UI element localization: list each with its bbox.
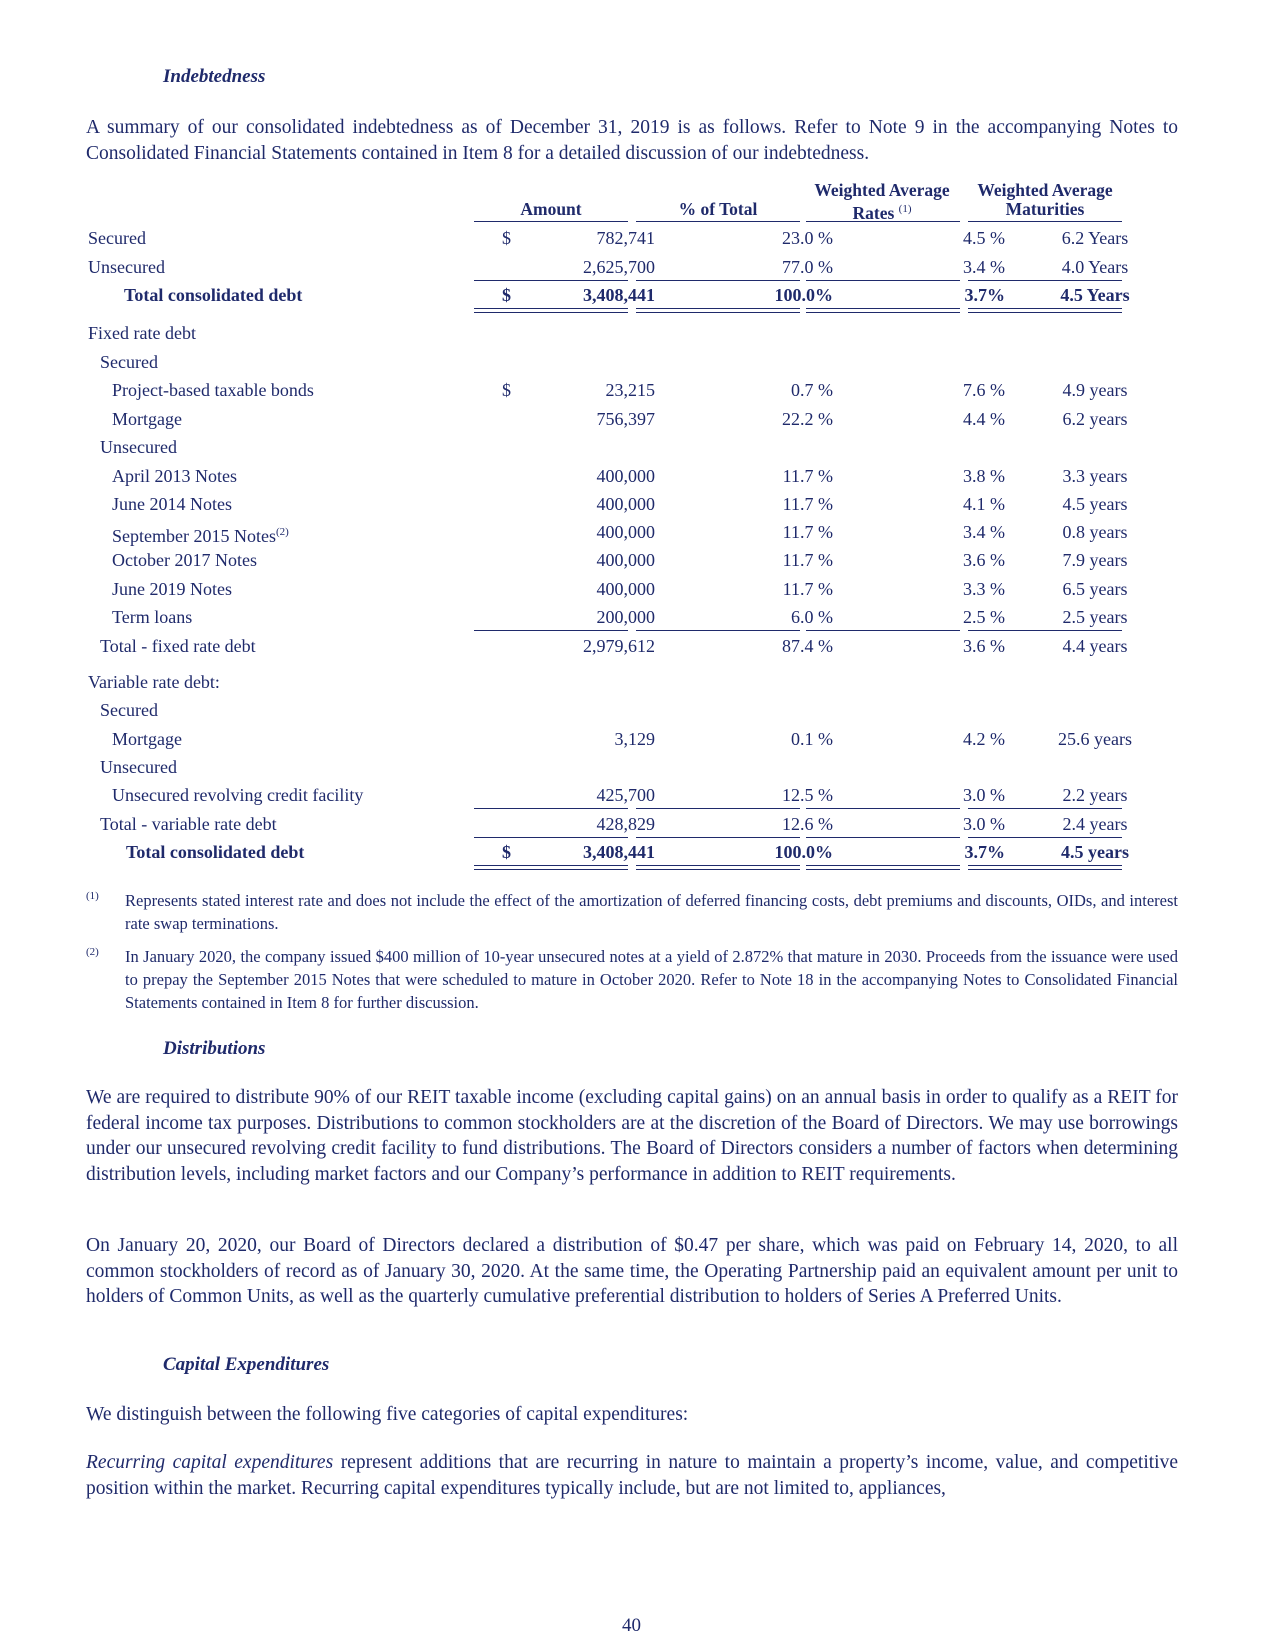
table-row: October 2017 Notes 400,000 11.7 % 3.6 % 7.9 years xyxy=(112,550,1128,570)
table-row: Mortgage 3,129 0.1 % 4.2 % 25.6 years xyxy=(112,729,1132,749)
table-row: Mortgage 756,397 22.2 % 4.4 % 6.2 years xyxy=(112,409,1128,429)
rule xyxy=(968,280,1122,281)
distributions-paragraph-1: We are required to distribute 90% of our REIT taxable income (excluding capital gains) on an annual basis in order to qualify as a REIT for federal income tax purposes. Distributions to common stockholders are at the discretion of the Board of Directors. We may use borrowings under our unsecured revolving credit facility to fund distributions. The Board of Directors considers a number of factors when determining distribution levels, including market factors and our Company’s performance in addition to REIT requirements. xyxy=(86,1087,1178,1185)
footnote-1 xyxy=(0,889,1263,939)
footnote-2 xyxy=(0,945,1263,1017)
header-rates-line1: Weighted Average xyxy=(814,180,950,200)
table-section-label: Secured xyxy=(100,352,158,372)
header-weighted-rates xyxy=(800,181,964,223)
table-section-label: Secured xyxy=(100,700,158,720)
header-weighted-maturities xyxy=(964,181,1126,219)
header-rule-rates xyxy=(806,221,960,222)
capex-term: Recurring capital expenditures xyxy=(86,1452,334,1473)
header-mat-line1: Weighted Average xyxy=(977,180,1113,200)
table-row: Secured $ 782,741 23.0 % 4.5 % 6.2 Years xyxy=(88,228,1129,248)
rule xyxy=(636,630,800,631)
header-rates-line2: Rates xyxy=(852,202,895,223)
capex-definition: represent additions that are recurring in nature to maintain a property’s income, value, and competitive position within the market. Recurring capital expenditures typically include, but are not limited to, appliances, xyxy=(86,1452,1178,1499)
heading-distributions: Distributions xyxy=(163,1038,266,1059)
rule xyxy=(806,837,960,838)
double-rule xyxy=(806,308,960,313)
table-row: Unsecured 2,625,700 77.0 % 3.4 % 4.0 Years xyxy=(88,257,1129,277)
rule xyxy=(474,630,628,631)
header-mat-line2: Maturities xyxy=(1005,199,1085,219)
table-section-label: Unsecured xyxy=(100,757,177,777)
header-rates-note: (1) xyxy=(898,203,912,215)
header-rule-amount xyxy=(474,221,628,222)
footnote-ref-2: (2) xyxy=(275,526,289,538)
double-rule xyxy=(636,865,800,870)
rule xyxy=(474,280,628,281)
table-section-label: Unsecured xyxy=(100,437,177,457)
footnote-mark: (1) xyxy=(86,890,99,902)
table-row-total: Total consolidated debt $ 3,408,441 100.0% 3.7% 4.5 years xyxy=(126,842,1129,862)
footnote-mark: (2) xyxy=(86,946,99,958)
rule xyxy=(636,280,800,281)
rule xyxy=(806,808,960,809)
page-number: 40 xyxy=(622,1615,641,1636)
table-row-subtotal: Total - fixed rate debt 2,979,612 87.4 % 3.6 % 4.4 years xyxy=(100,636,1128,656)
capex-paragraph-2 xyxy=(86,1450,1178,1501)
table-row: September 2015 Notes$^{(2)}$ 400,000 11.7 % 3.4 % 0.8 years xyxy=(112,522,1128,546)
table-row-total: Total consolidated debt $ 3,408,441 100.0% 3.7% 4.5 Years xyxy=(124,285,1130,305)
table-row: Term loans 200,000 6.0 % 2.5 % 2.5 years xyxy=(112,607,1128,627)
intro-paragraph: A summary of our consolidated indebtedness as of December 31, 2019 is as follows. Refer to Note 9 in the accompanying Notes to Consolidated Financial Statements contained in Item 8 for a detailed discussion of our indebtedness. xyxy=(86,117,1178,164)
table-section-label: Fixed rate debt xyxy=(88,323,196,343)
table-row: Project-based taxable bonds $ 23,215 0.7 % 7.6 % 4.9 years xyxy=(112,380,1128,400)
rule xyxy=(968,808,1122,809)
rule xyxy=(968,837,1122,838)
capex-paragraph-1: We distinguish between the following five categories of capital expenditures: xyxy=(86,1404,689,1425)
header-amount: Amount xyxy=(520,199,582,219)
header-rule-pct xyxy=(636,221,800,222)
rule xyxy=(636,808,800,809)
double-rule xyxy=(474,308,628,313)
table-row: June 2019 Notes 400,000 11.7 % 3.3 % 6.5 years xyxy=(112,579,1128,599)
rule xyxy=(806,630,960,631)
table-row: April 2013 Notes 400,000 11.7 % 3.8 % 3.3 years xyxy=(112,466,1128,486)
header-pct-total: % of Total xyxy=(678,199,758,219)
rule xyxy=(968,630,1122,631)
header-rule-mat xyxy=(968,221,1122,222)
heading-indebtedness: Indebtedness xyxy=(163,66,266,87)
rule xyxy=(474,808,628,809)
heading-capital-expenditures: Capital Expenditures xyxy=(163,1354,330,1375)
double-rule xyxy=(474,865,628,870)
double-rule xyxy=(636,308,800,313)
double-rule xyxy=(968,308,1122,313)
double-rule xyxy=(968,865,1122,870)
footnote-text: Represents stated interest rate and does not include the effect of the amortization of deferred financing costs, debt premiums and discounts, OIDs, and interest rate swap terminations. xyxy=(125,891,1178,933)
rule xyxy=(636,837,800,838)
rule xyxy=(806,280,960,281)
double-rule xyxy=(806,865,960,870)
table-row: Unsecured revolving credit facility 425,700 12.5 % 3.0 % 2.2 years xyxy=(112,785,1128,805)
distributions-paragraph-2: On January 20, 2020, our Board of Directors declared a distribution of $0.47 per share, which was paid on February 14, 2020, to all common stockholders of record as of January 30, 2020. At the same time, the Operating Partnership paid an equivalent amount per unit to holders of Common Units, as well as the quarterly cumulative preferential distribution to holders of Series A Preferred Units. xyxy=(86,1235,1178,1307)
rule xyxy=(474,837,628,838)
table-row-subtotal: Total - variable rate debt 428,829 12.6 % 3.0 % 2.4 years xyxy=(100,814,1128,834)
table-section-label: Variable rate debt: xyxy=(88,672,220,692)
table-row: June 2014 Notes 400,000 11.7 % 4.1 % 4.5 years xyxy=(112,494,1128,514)
footnote-text: In January 2020, the company issued $400 million of 10-year unsecured notes at a yield of 2.872% that mature in 2030. Proceeds from the issuance were used to prepay the September 2015 Notes that were scheduled to mature in October 2020. Refer to Note 18 in the accompanying Notes to Consolidated Financial Statements contained in Item 8 for further discussion. xyxy=(125,947,1178,1012)
